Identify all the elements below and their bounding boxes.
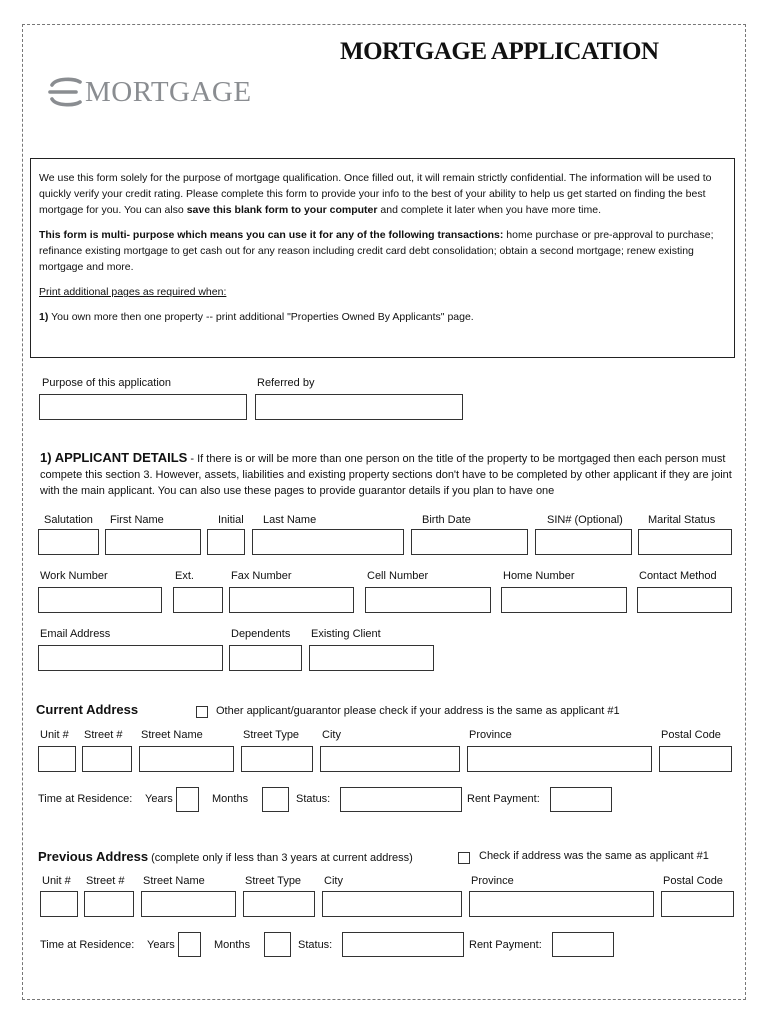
sin-label: SIN# (Optional) [547,514,623,526]
initial-label: Initial [218,514,244,526]
contact-method-input[interactable] [637,587,732,613]
cur-province-input[interactable] [467,746,652,772]
prev-street-name-label: Street Name [143,875,205,887]
cur-street-no-label: Street # [84,729,123,741]
prev-street-no-input[interactable] [84,891,134,917]
cur-months-input[interactable] [262,787,289,812]
cur-unit-input[interactable] [38,746,76,772]
cell-number-label: Cell Number [367,570,429,582]
cur-years-input[interactable] [176,787,199,812]
contact-method-label: Contact Method [639,570,717,582]
cur-province-label: Province [469,729,512,741]
first-name-input[interactable] [105,529,201,555]
prev-time-label: Time at Residence: [40,939,135,951]
cur-street-type-label: Street Type [243,729,300,741]
cur-rent-input[interactable] [550,787,612,812]
prev-province-input[interactable] [469,891,654,917]
current-address-same-checkbox[interactable] [196,706,208,718]
birth-date-input[interactable] [411,529,528,555]
fax-number-input[interactable] [229,587,354,613]
salutation-label: Salutation [44,514,93,526]
first-name-label: First Name [110,514,164,526]
cur-postal-code-label: Postal Code [661,729,721,741]
fax-number-label: Fax Number [231,570,292,582]
applicant-description: - If there is or will be more than one person on the title of the property to be mortgaged then each person must compete this section 3. However, assets, liabilities and existing property sections don't have to be completed by other applicant if they are joint with the main applicant. You can also use these pages to provide guarantor details if you plan to have one [40,453,732,497]
prev-city-label: City [324,875,343,887]
prev-rent-input[interactable] [552,932,614,957]
referred-input[interactable] [255,394,463,420]
prev-status-label: Status: [298,939,333,951]
home-number-input[interactable] [501,587,627,613]
email-input[interactable] [38,645,223,671]
previous-address-note: (complete only if less than 3 years at current address) [148,852,413,864]
referred-label: Referred by [257,377,315,389]
prev-city-input[interactable] [322,891,462,917]
prev-street-type-label: Street Type [245,875,302,887]
dependents-input[interactable] [229,645,302,671]
logo-text: MORTGAGE [85,75,252,108]
cur-city-label: City [322,729,341,741]
initial-input[interactable] [207,529,245,555]
marital-status-input[interactable] [638,529,732,555]
applicant-section-text [40,450,740,499]
existing-client-input[interactable] [309,645,434,671]
e-logo-icon [46,77,84,107]
cur-years-label: Years [145,793,173,805]
cur-time-label: Time at Residence: [38,793,133,805]
cur-postal-code-input[interactable] [659,746,732,772]
intro-box [30,158,735,358]
last-name-label: Last Name [263,514,317,526]
prev-unit-label: Unit # [42,875,71,887]
prev-postal-code-input[interactable] [661,891,734,917]
cur-rent-label: Rent Payment: [467,793,540,805]
prev-months-label: Months [214,939,251,951]
cur-street-name-label: Street Name [141,729,203,741]
prev-months-input[interactable] [264,932,291,957]
email-label: Email Address [40,628,111,640]
current-address-heading: Current Address [36,702,139,717]
last-name-input[interactable] [252,529,404,555]
cur-city-input[interactable] [320,746,460,772]
page-title: MORTGAGE APPLICATION [340,38,659,65]
cell-number-input[interactable] [365,587,491,613]
work-number-input[interactable] [38,587,162,613]
previous-address-same-checkbox[interactable] [458,852,470,864]
cur-status-input[interactable] [340,787,462,812]
purpose-label: Purpose of this application [42,377,172,389]
birth-date-label: Birth Date [422,514,471,526]
salutation-input[interactable] [38,529,99,555]
prev-street-type-input[interactable] [243,891,315,917]
current-address-same-label: Other applicant/guarantor please check if your address is the same as applicant #1 [216,705,620,717]
prev-years-input[interactable] [178,932,201,957]
marital-status-label: Marital Status [648,514,716,526]
cur-street-no-input[interactable] [82,746,132,772]
prev-postal-code-label: Postal Code [663,875,723,887]
ext-label: Ext. [175,570,194,582]
cur-street-type-input[interactable] [241,746,313,772]
sin-input[interactable] [535,529,632,555]
prev-street-name-input[interactable] [141,891,236,917]
previous-address-same-label: Check if address was the same as applicant #1 [479,850,709,862]
prev-years-label: Years [147,939,175,951]
cur-street-name-input[interactable] [139,746,234,772]
intro-paragraph-1: We use this form solely for the purpose of mortgage qualification. Once filled out, it will remain strictly confidential. The information will be used to quickly verify your credit rating. Please complete this form to provide your info to the best of your ability to help us get started on finding the best mortgage for you. You can also save this blank form to your computer and complete it later when you have more time. [39,172,712,216]
work-number-label: Work Number [40,570,108,582]
cur-unit-label: Unit # [40,729,69,741]
existing-client-label: Existing Client [311,628,381,640]
cur-status-label: Status: [296,793,331,805]
prev-status-input[interactable] [342,932,464,957]
intro-print-note: Print additional pages as required when: [39,286,227,298]
applicant-heading: 1) APPLICANT DETAILS [40,450,188,465]
previous-address-heading-line [38,848,413,866]
dependents-label: Dependents [231,628,291,640]
purpose-input[interactable] [39,394,247,420]
prev-unit-input[interactable] [40,891,78,917]
intro-paragraph-4: 1) You own more then one property -- print additional "Properties Owned By Applicants" page. [39,311,474,323]
previous-address-heading: Previous Address [38,849,149,864]
prev-street-no-label: Street # [86,875,125,887]
prev-province-label: Province [471,875,514,887]
ext-input[interactable] [173,587,223,613]
cur-months-label: Months [212,793,249,805]
intro-paragraph-2: This form is multi- purpose which means you can use it for any of the following transactions: home purchase or pre-approval to purchase; refinance existing mortgage to get cash out for any reason including credit card debt consolidation; obtain a second mortgage; renew existing mortgage and more. [39,229,714,273]
prev-rent-label: Rent Payment: [469,939,542,951]
home-number-label: Home Number [503,570,575,582]
logo [46,74,252,110]
